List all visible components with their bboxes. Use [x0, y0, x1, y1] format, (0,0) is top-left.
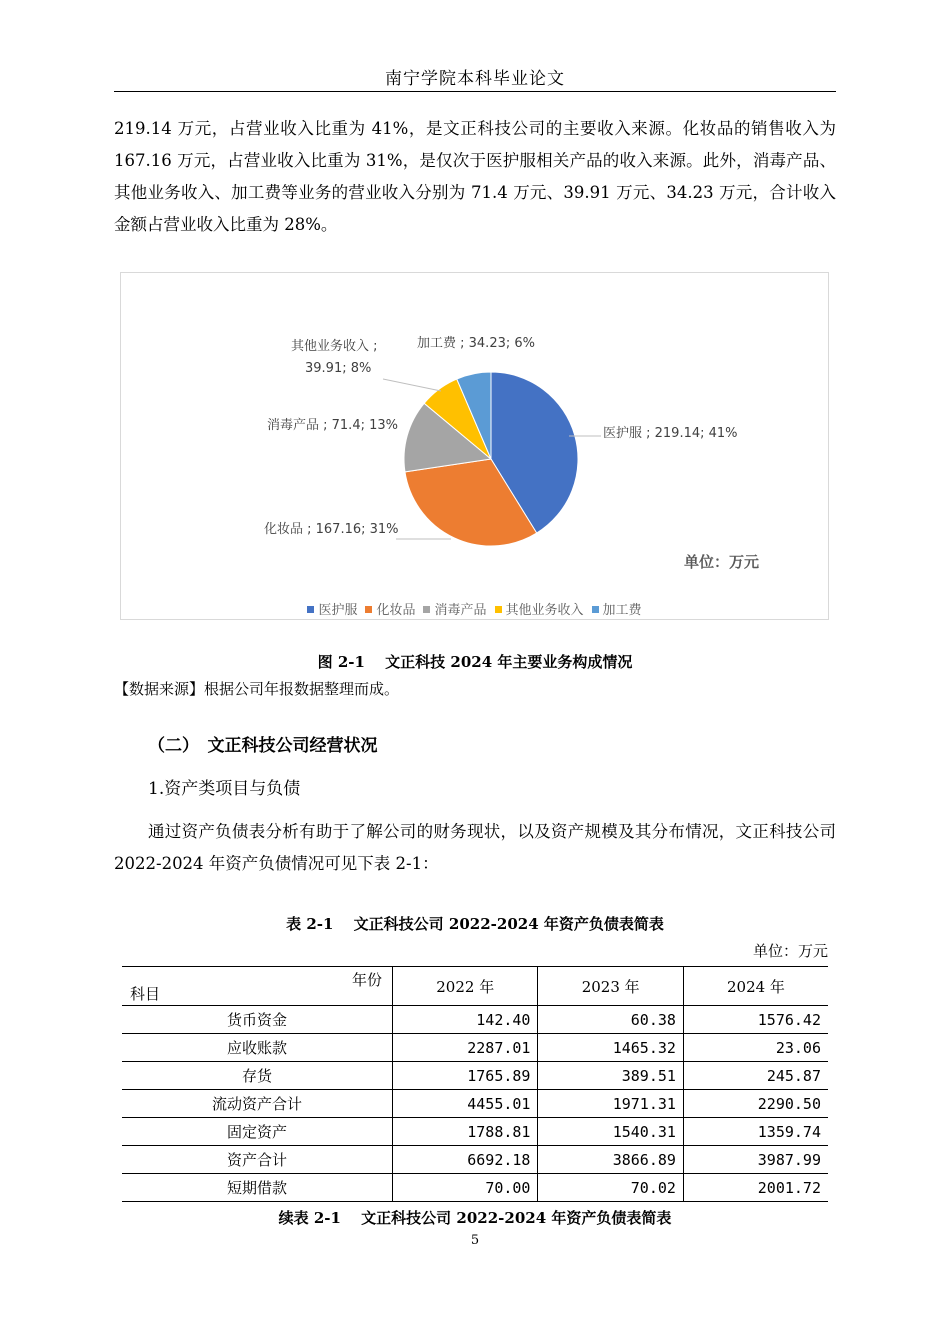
data-label: 其他业务收入 ;: [291, 339, 378, 354]
row-value: 389.51: [538, 1062, 683, 1090]
table-header-row: [122, 967, 828, 1006]
year-header: 2023 年: [538, 967, 683, 1006]
legend-item: [592, 599, 642, 618]
section-heading: （二） 文正科技公司经营状况: [148, 736, 378, 756]
row-item: 资产合计: [122, 1146, 393, 1174]
intro-paragraph: 219.14 万元，占营业收入比重为 41%，是文正科技公司的主要收入来源。化妆品的销售收入为 167.16 万元，占营业收入比重为 31%，是仅次于医护服相关产品的收入来源。此外，消毒产品、其他业务收入、加工费等业务的营业收入分别为 71.4 万元、39.91 万元、34.23 万元，合计收入金额占营业收入比重为 28%。: [114, 119, 836, 234]
row-value: 1540.31: [538, 1118, 683, 1146]
table-row: [122, 1006, 828, 1034]
data-source-note: 【数据来源】根据公司年报数据整理而成。: [114, 680, 400, 698]
year-header: 2022 年: [393, 967, 538, 1006]
row-item: 存货: [122, 1062, 393, 1090]
subheading: 1.资产类项目与负债: [148, 779, 301, 799]
row-value: 60.38: [538, 1006, 683, 1034]
table-row: [122, 1174, 828, 1202]
row-value: 2287.01: [393, 1034, 538, 1062]
legend-item: [495, 599, 584, 618]
figure-caption: 图 2-1 文正科技 2024 年主要业务构成情况: [317, 653, 633, 671]
body-paragraph: 通过资产负债表分析有助于了解公司的财务现状，以及资产规模及其分布情况，文正科技公司 2022-2024 年资产负债情况可见下表 2-1：: [114, 822, 836, 873]
corner-year-label: 年份: [351, 971, 382, 989]
corner-item-label: 科目: [130, 985, 161, 1003]
row-value: 142.40: [393, 1006, 538, 1034]
data-label: 消毒产品 ; 71.4; 13%: [267, 418, 398, 433]
pie-chart: [120, 272, 829, 620]
table-corner-cell: [122, 967, 393, 1006]
row-item: 流动资产合计: [122, 1090, 393, 1118]
row-value: 245.87: [683, 1062, 828, 1090]
row-value: 4455.01: [393, 1090, 538, 1118]
row-value: 1465.32: [538, 1034, 683, 1062]
row-value: 6692.18: [393, 1146, 538, 1174]
legend-label: 其他业务收入: [505, 603, 584, 618]
table-caption: 表 2-1 文正科技公司 2022-2024 年资产负债表简表: [286, 915, 664, 933]
row-value: 70.00: [393, 1174, 538, 1202]
page-number: 5: [470, 1233, 480, 1248]
header-rule: [114, 91, 836, 92]
year-header: 2024 年: [683, 967, 828, 1006]
legend-label: 加工费: [602, 603, 642, 618]
row-item: 短期借款: [122, 1174, 393, 1202]
legend-swatch: [365, 606, 372, 613]
legend-swatch: [592, 606, 599, 613]
table-row: [122, 1146, 828, 1174]
legend-label: 消毒产品: [434, 603, 487, 618]
chart-legend: [121, 599, 828, 618]
table-row: [122, 1090, 828, 1118]
data-label: 加工费 ; 34.23; 6%: [417, 336, 535, 351]
data-label: 医护服 ; 219.14; 41%: [603, 426, 738, 441]
row-item: 固定资产: [122, 1118, 393, 1146]
legend-item: [423, 599, 486, 618]
legend-swatch: [307, 606, 314, 613]
data-label: 39.91; 8%: [305, 361, 372, 376]
row-value: 1788.81: [393, 1118, 538, 1146]
row-value: 2001.72: [683, 1174, 828, 1202]
legend-item: [307, 599, 357, 618]
row-value: 1971.31: [538, 1090, 683, 1118]
data-label: 化妆品 ; 167.16; 31%: [264, 522, 399, 537]
table-row: [122, 1118, 828, 1146]
row-value: 2290.50: [683, 1090, 828, 1118]
legend-swatch: [423, 606, 430, 613]
leader-line: [383, 379, 441, 391]
row-value: 1765.89: [393, 1062, 538, 1090]
continued-table-caption: 续表 2-1 文正科技公司 2022-2024 年资产负债表简表: [278, 1209, 672, 1227]
table-unit: 单位：万元: [752, 942, 828, 960]
legend-label: 医护服: [318, 603, 358, 618]
row-value: 1359.74: [683, 1118, 828, 1146]
row-value: 70.02: [538, 1174, 683, 1202]
row-value: 3987.99: [683, 1146, 828, 1174]
page-header: 南宁学院本科毕业论文: [385, 69, 565, 89]
legend-label: 化妆品: [376, 603, 416, 618]
balance-sheet-table: [122, 966, 828, 1202]
row-item: 货币资金: [122, 1006, 393, 1034]
table-row: [122, 1034, 828, 1062]
legend-item: [365, 599, 415, 618]
row-value: 23.06: [683, 1034, 828, 1062]
row-item: 应收账款: [122, 1034, 393, 1062]
row-value: 3866.89: [538, 1146, 683, 1174]
chart-unit-note: 单位：万元: [684, 553, 760, 571]
legend-swatch: [495, 606, 502, 613]
table-row: [122, 1062, 828, 1090]
row-value: 1576.42: [683, 1006, 828, 1034]
